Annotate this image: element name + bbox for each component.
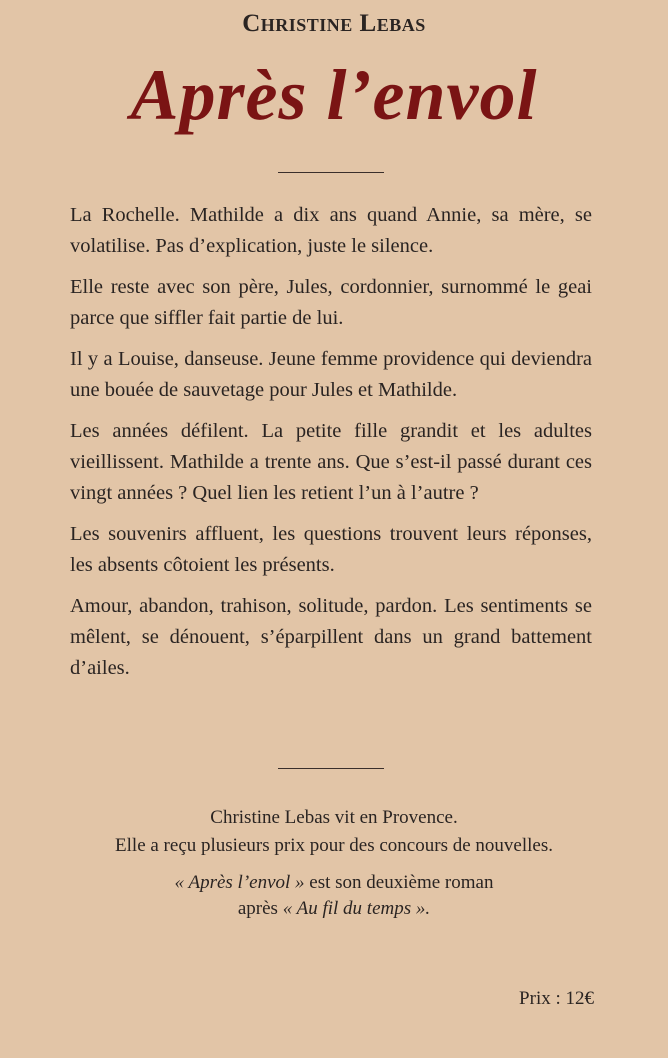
bio-line-awards: Elle a reçu plusieurs prix pour des concours de nouvelles. — [115, 835, 553, 856]
novel-title-previous: Au fil du temps — [296, 898, 412, 919]
quote-open: « — [174, 872, 189, 893]
quote-open: « — [282, 898, 297, 919]
quote-close: » — [290, 872, 305, 893]
novel-note-middle: est son deuxième roman — [304, 872, 494, 893]
blurb-paragraph: Les souvenirs affluent, les questions trouvent leurs réponses, les absents côtoient les présents. — [70, 523, 592, 576]
quote-close: ». — [411, 898, 431, 919]
author-name: Christine Lebas — [242, 10, 426, 37]
blurb-paragraph: La Rochelle. Mathilde a dix ans quand Annie, sa mère, se volatilise. Pas d’explication, juste le silence. — [70, 204, 592, 257]
divider-bottom — [278, 768, 384, 769]
book-title: Après l’envol — [130, 55, 538, 135]
blurb-paragraph: Il y a Louise, danseuse. Jeune femme providence qui deviendra une bouée de sauvetage pour Jules et Mathilde. — [70, 348, 592, 401]
bio-line-residence: Christine Lebas vit en Provence. — [210, 807, 458, 828]
price-label: Prix : 12€ — [519, 988, 594, 1009]
blurb-paragraph: Amour, abandon, trahison, solitude, pardon. Les sentiments se mêlent, se dénouent, s’éparpillent dans un grand battement d’ailes. — [70, 595, 592, 679]
novel-note-after: après — [237, 898, 283, 919]
author-bio — [0, 804, 668, 922]
blurb-paragraph: Elle reste avec son père, Jules, cordonnier, surnommé le geai parce que siffler fait partie de lui. — [70, 276, 592, 329]
bio-novel-note — [0, 870, 668, 922]
divider-top — [278, 172, 384, 173]
novel-title-current: Après l’envol — [188, 872, 291, 893]
blurb-paragraph: Les années défilent. La petite fille grandit et les adultes vieillissent. Mathilde a trente ans. Que s’est-il passé durant ces vingt années ? Quel lien les retient l’un à l’autre ? — [70, 420, 592, 504]
back-cover-blurb — [70, 200, 592, 694]
